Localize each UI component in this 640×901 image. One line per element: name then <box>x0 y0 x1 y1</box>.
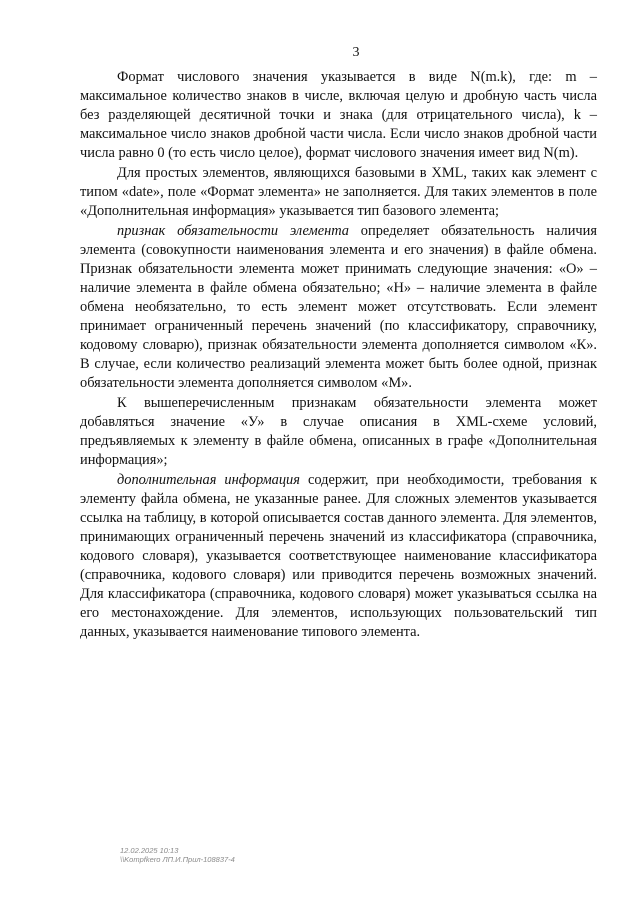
paragraph-text: Для простых элементов, являющихся базовыми в XML, таких как элемент с типом «date», поле «Формат элемента» не заполняется. Для таких элементов в поле «Дополнительная информация» указывается тип базового элемента; <box>80 165 597 219</box>
footer-path: \\Kompfkero ЛП.И.Прил-108837-4 <box>120 855 235 864</box>
page-number: 3 <box>352 45 360 60</box>
footer-stamp <box>120 846 235 864</box>
paragraph-text: К вышеперечисленным признакам обязательности элемента может добавляться значение «У» в случае описания в XML-схеме условий, предъявляемых к элементу в файле обмена, описанных в графе «Дополнительная информация»; <box>80 395 597 468</box>
paragraph-mandatory-flag <box>80 222 597 393</box>
paragraph-base-types <box>80 164 597 221</box>
paragraph-number-format <box>80 68 597 163</box>
paragraph-term: признак обязательности элемента <box>117 223 349 239</box>
footer-date: 12.02.2025 10:13 <box>120 846 179 855</box>
paragraph-term: дополнительная информация <box>117 472 300 488</box>
paragraph-text: определяет обязательность наличия элемента (совокупности наименования элемента и его значения) в файле обмена. Признак обязательности элемента может принимать следующие значения: «О» – наличие элемента в файле обмена обязательно; «Н» – наличие элемента в файле обмена необязательно, то есть элемент может отсутствовать. Если элемент принимает ограниченный перечень значений (по классификатору, справочнику, кодовому словарю), признак обязательности элемента дополняется символом «К». В случае, если количество реализаций элемента может быть более одной, признак обязательности элемента дополняется символом «М». <box>80 223 597 391</box>
paragraph-text: Формат числового значения указывается в виде N(m.k), где: m – максимальное количество знаков в числе, включая целую и дробную часть числа без разделяющей десятичной точки и знака (для отрицательного числа), k – максимальное число знаков дробной части числа. Если число знаков дробной части числа равно 0 (то есть число целое), формат числового значения имеет вид N(m). <box>80 69 597 161</box>
paragraph-text: содержит, при необходимости, требования к элементу файла обмена, не указанные ранее. Для сложных элементов указывается ссылка на таблицу, в которой описывается состав данного элемента. Для элементов, принимающих ограниченный перечень значений из классификатора (справочника, кодового словаря), указывается соответствующее наименование классификатора (справочника, кодового словаря) или приводится перечень возможных значений. Для классификатора (справочника, кодового словаря) может указываться ссылка на его местонахождение. Для элементов, использующих пользовательский тип данных, указывается наименование типового элемента. <box>80 472 597 640</box>
paragraph-conditional-flag <box>80 394 597 470</box>
paragraph-additional-info <box>80 471 597 642</box>
document-body <box>80 68 597 642</box>
